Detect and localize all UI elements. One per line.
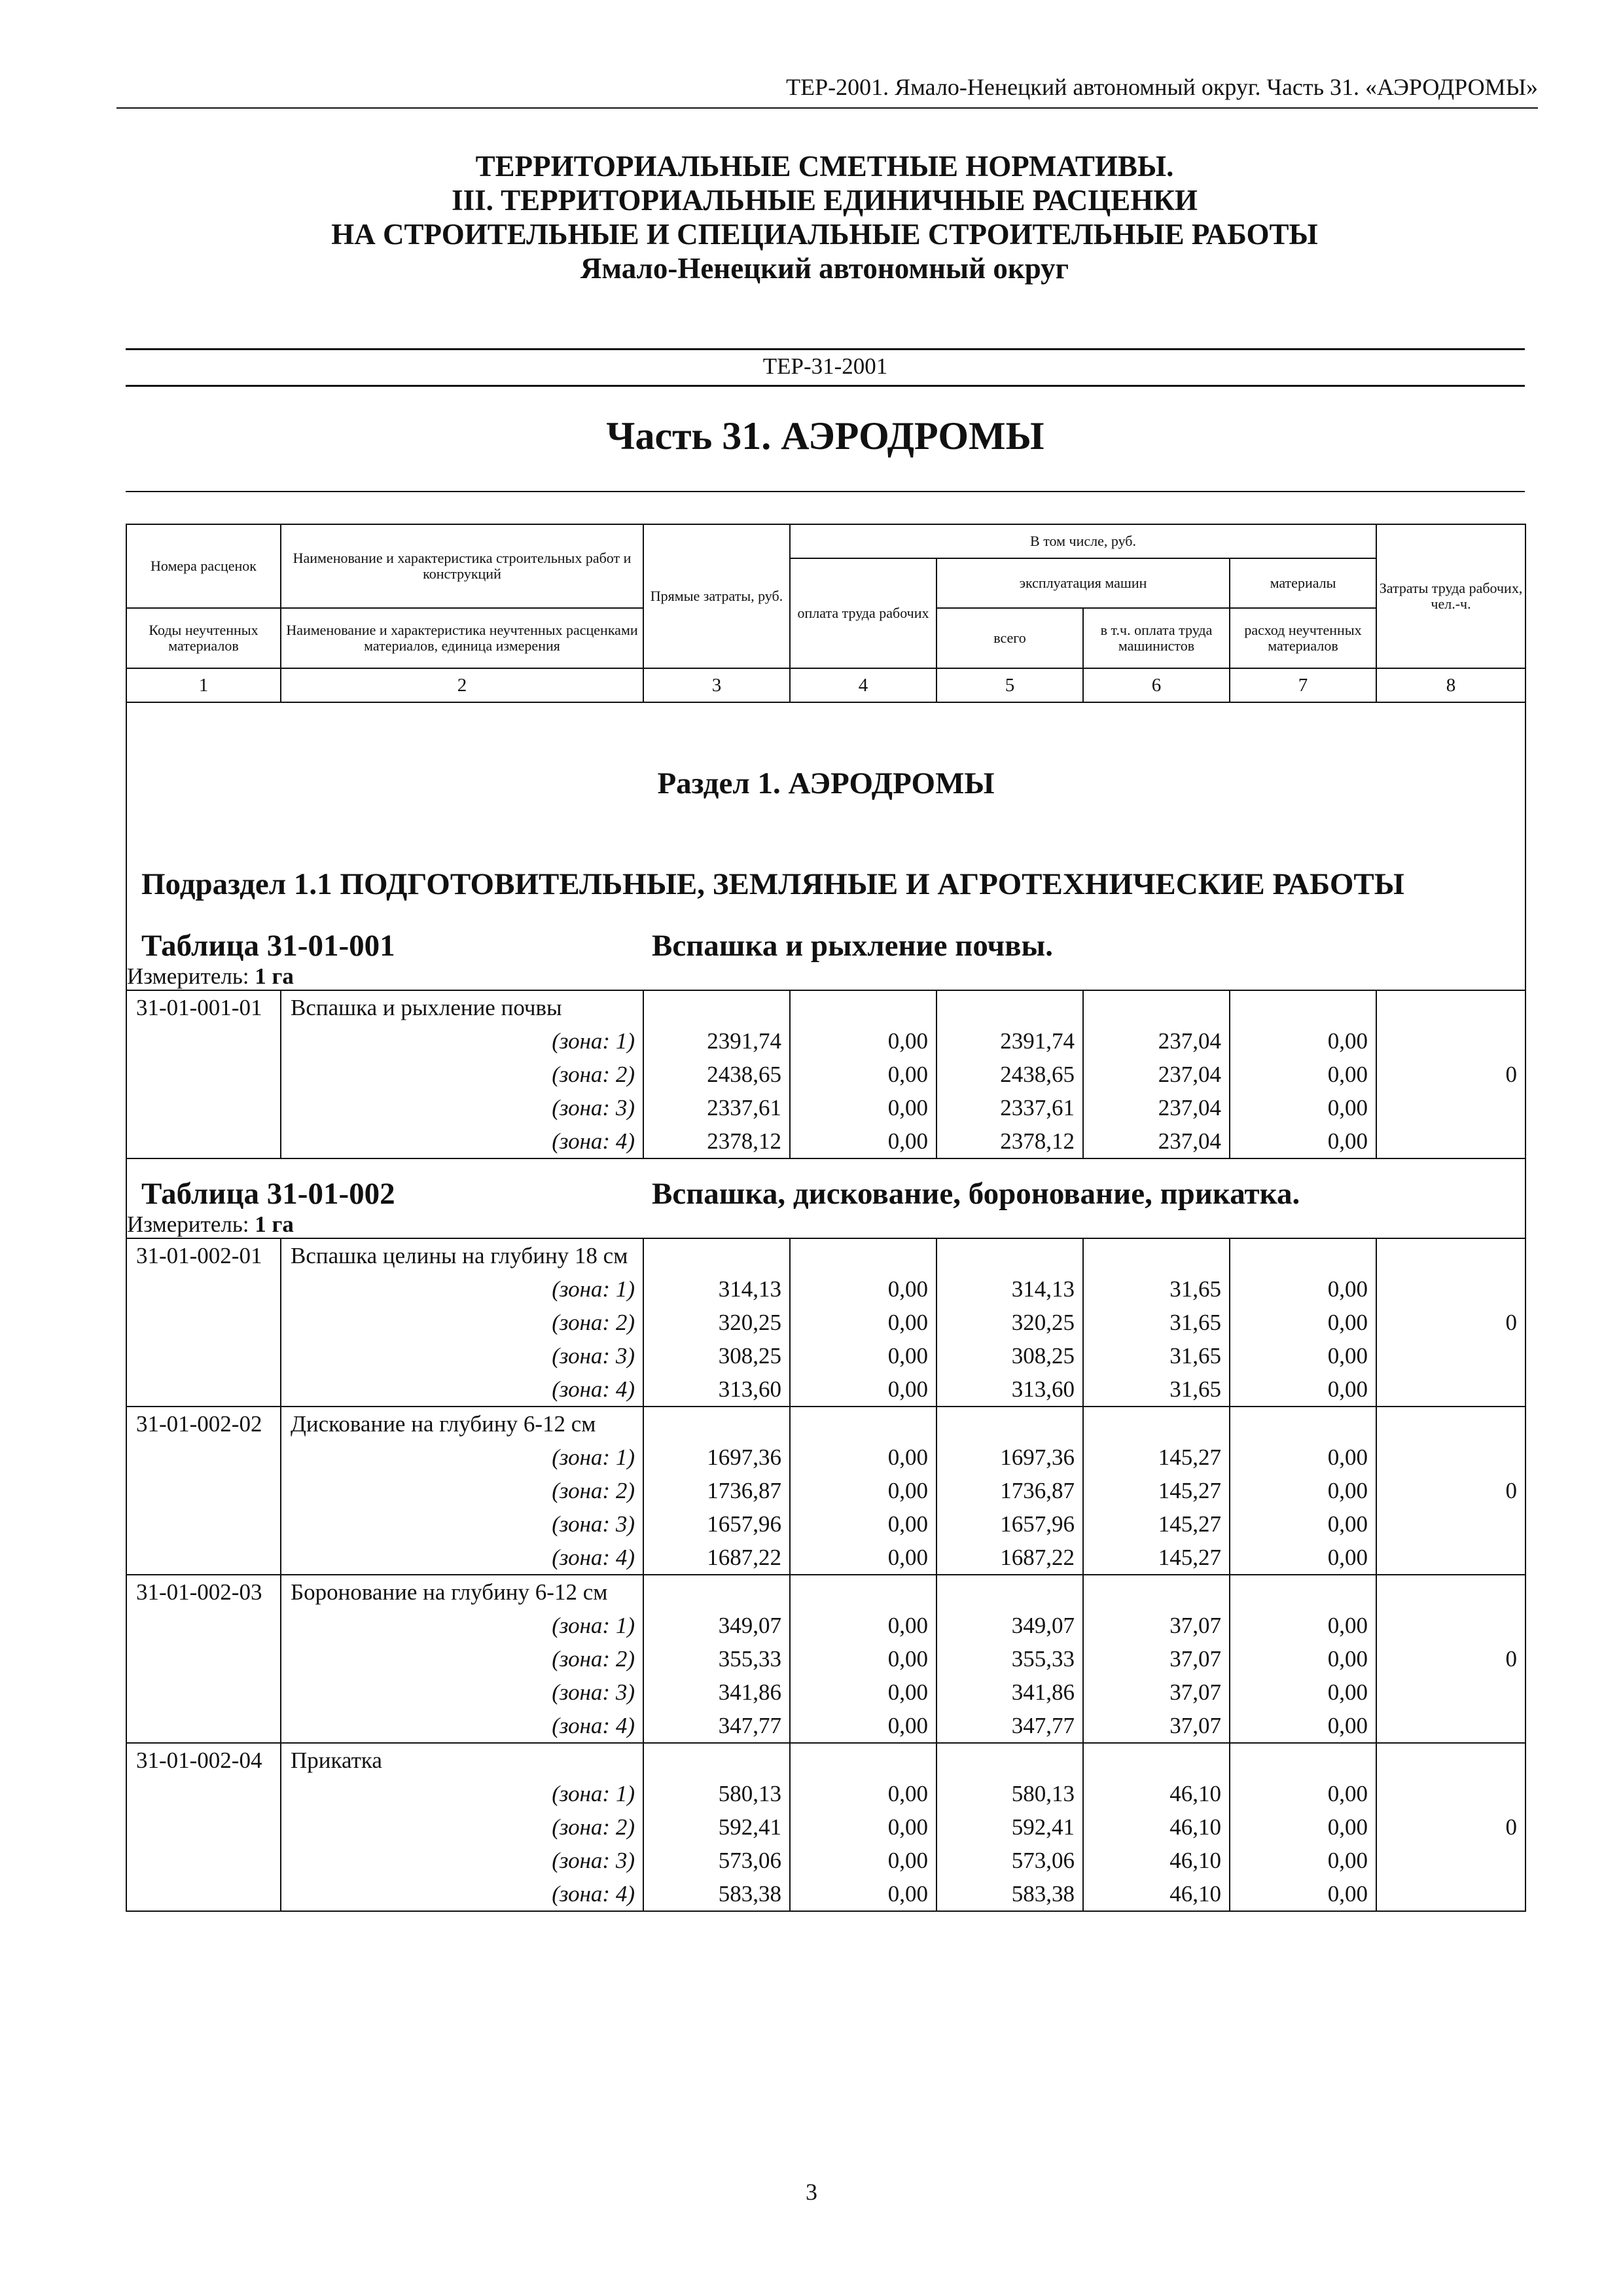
column-number: 5 [936, 668, 1083, 702]
rate-code: 31-01-002-02 [126, 1407, 281, 1575]
zone-row [126, 1124, 1525, 1158]
heading-line-1: ТЕРРИТОРИАЛЬНЫЕ СМЕТНЫЕ НОРМАТИВЫ. [475, 150, 1174, 183]
wages-value: 0,00 [790, 1844, 936, 1877]
wages-value: 0,00 [790, 1642, 936, 1676]
machines-total-value: 2378,12 [936, 1124, 1083, 1158]
direct-costs-value: 2438,65 [643, 1058, 790, 1091]
materials-value: 0,00 [1230, 1339, 1376, 1372]
column-number: 6 [1083, 668, 1230, 702]
rate-code: 31-01-002-03 [126, 1575, 281, 1743]
machinist-wages-value: 31,65 [1083, 1272, 1230, 1306]
direct-costs-value: 308,25 [643, 1339, 790, 1372]
machines-total-value: 355,33 [936, 1642, 1083, 1676]
machinist-wages-value: 237,04 [1083, 1091, 1230, 1124]
direct-costs-value: 1736,87 [643, 1474, 790, 1507]
divider [126, 348, 1525, 350]
machinist-wages-value: 46,10 [1083, 1777, 1230, 1810]
table-code: Таблица 31-01-001 [141, 929, 395, 963]
header-material-names: Наименование и характеристика неучтенных расценками материалов, единица измерения [281, 608, 643, 668]
wages-value: 0,00 [790, 1091, 936, 1124]
running-header: ТЕР-2001. Ямало-Ненецкий автономный округ. Часть 31. «АЭРОДРОМЫ» [116, 73, 1538, 109]
direct-costs-value: 1687,22 [643, 1541, 790, 1575]
heading-line-2: III. ТЕРРИТОРИАЛЬНЫЕ ЕДИНИЧНЫЕ РАСЦЕНКИ [452, 184, 1198, 217]
materials-value: 0,00 [1230, 1507, 1376, 1541]
zone-label: (зона: 3) [281, 1339, 643, 1372]
wages-value: 0,00 [790, 1877, 936, 1911]
materials-value: 0,00 [1230, 1474, 1376, 1507]
zone-label: (зона: 2) [281, 1306, 643, 1339]
materials-value: 0,00 [1230, 1124, 1376, 1158]
divider [126, 385, 1525, 387]
machines-total-value: 592,41 [936, 1810, 1083, 1844]
materials-value: 0,00 [1230, 1609, 1376, 1642]
machines-total-value: 2438,65 [936, 1058, 1083, 1091]
machinist-wages-value: 31,65 [1083, 1339, 1230, 1372]
empty-cell [1230, 1407, 1376, 1441]
wages-value: 0,00 [790, 1474, 936, 1507]
machines-total-value: 573,06 [936, 1844, 1083, 1877]
rates-table [126, 524, 1526, 1912]
wages-value: 0,00 [790, 1372, 936, 1407]
labor-cost: 0 [1376, 1407, 1525, 1575]
wages-value: 0,00 [790, 1507, 936, 1541]
header-including: В том числе, руб. [790, 524, 1376, 558]
direct-costs-value: 2391,74 [643, 1024, 790, 1058]
zone-row [126, 1642, 1525, 1676]
materials-value: 0,00 [1230, 1372, 1376, 1407]
direct-costs-value: 583,38 [643, 1877, 790, 1911]
machinist-wages-value: 145,27 [1083, 1441, 1230, 1474]
section-title: Раздел 1. АЭРОДРОМЫ [126, 702, 1525, 867]
zone-row [126, 1609, 1525, 1642]
table-title: Вспашка, дискование, боронование, прикатка. [652, 1177, 1300, 1211]
empty-cell [790, 1238, 936, 1272]
empty-cell [790, 1743, 936, 1777]
machines-total-value: 2337,61 [936, 1091, 1083, 1124]
unit-of-measure [126, 963, 1525, 990]
zone-label: (зона: 4) [281, 1877, 643, 1911]
materials-value: 0,00 [1230, 1810, 1376, 1844]
zone-label: (зона: 2) [281, 1474, 643, 1507]
empty-cell [936, 1575, 1083, 1609]
zone-label: (зона: 3) [281, 1844, 643, 1877]
zone-row [126, 1024, 1525, 1058]
direct-costs-value: 580,13 [643, 1777, 790, 1810]
empty-cell [1230, 1743, 1376, 1777]
materials-value: 0,00 [1230, 1272, 1376, 1306]
machinist-wages-value: 31,65 [1083, 1306, 1230, 1339]
empty-cell [936, 1238, 1083, 1272]
zone-label: (зона: 3) [281, 1676, 643, 1709]
zone-row [126, 1091, 1525, 1124]
zone-label: (зона: 1) [281, 1024, 643, 1058]
zone-row [126, 1306, 1525, 1339]
table-title: Вспашка и рыхление почвы. [652, 929, 1053, 963]
materials-value: 0,00 [1230, 1541, 1376, 1575]
zone-label: (зона: 1) [281, 1272, 643, 1306]
machinist-wages-value: 46,10 [1083, 1877, 1230, 1911]
page-number: 3 [806, 2179, 817, 2205]
machinist-wages-value: 237,04 [1083, 1024, 1230, 1058]
header-materials: материалы [1230, 558, 1376, 608]
header-material-consumption: расход неучтенных материалов [1230, 608, 1376, 668]
direct-costs-value: 313,60 [643, 1372, 790, 1407]
rate-row [126, 1407, 1525, 1441]
machines-total-value: 313,60 [936, 1372, 1083, 1407]
zone-row [126, 1541, 1525, 1575]
empty-cell [1083, 1407, 1230, 1441]
empty-cell [936, 1743, 1083, 1777]
header-rate-numbers: Номера расценок [126, 524, 281, 608]
zone-row [126, 1709, 1525, 1743]
direct-costs-value: 347,77 [643, 1709, 790, 1743]
labor-cost: 0 [1376, 1238, 1525, 1407]
heading-line-4: Ямало-Ненецкий автономный округ [580, 252, 1069, 285]
zone-label: (зона: 4) [281, 1541, 643, 1575]
machinist-wages-value: 37,07 [1083, 1609, 1230, 1642]
unit-label: Измеритель: [127, 963, 249, 989]
materials-value: 0,00 [1230, 1091, 1376, 1124]
header-material-codes: Коды неучтенных материалов [126, 608, 281, 668]
zone-label: (зона: 4) [281, 1709, 643, 1743]
rate-code: 31-01-002-04 [126, 1743, 281, 1911]
machines-total-value: 314,13 [936, 1272, 1083, 1306]
empty-cell [1230, 990, 1376, 1024]
zone-label: (зона: 4) [281, 1124, 643, 1158]
empty-cell [643, 990, 790, 1024]
part-title: Часть 31. АЭРОДРОМЫ [606, 414, 1044, 457]
machinist-wages-value: 37,07 [1083, 1709, 1230, 1743]
machinist-wages-value: 145,27 [1083, 1507, 1230, 1541]
materials-value: 0,00 [1230, 1642, 1376, 1676]
empty-cell [1230, 1575, 1376, 1609]
wages-value: 0,00 [790, 1441, 936, 1474]
zone-label: (зона: 4) [281, 1372, 643, 1407]
zone-label: (зона: 1) [281, 1441, 643, 1474]
header-direct-costs: Прямые затраты, руб. [643, 524, 790, 668]
direct-costs-value: 341,86 [643, 1676, 790, 1709]
rate-name: Прикатка [281, 1743, 643, 1777]
machinist-wages-value: 37,07 [1083, 1642, 1230, 1676]
wages-value: 0,00 [790, 1124, 936, 1158]
header-work-name: Наименование и характеристика строительных работ и конструкций [281, 524, 643, 608]
zone-label: (зона: 2) [281, 1058, 643, 1091]
materials-value: 0,00 [1230, 1024, 1376, 1058]
zone-row [126, 1810, 1525, 1844]
materials-value: 0,00 [1230, 1709, 1376, 1743]
rate-name: Вспашка и рыхление почвы [281, 990, 643, 1024]
subsection-title: Подраздел 1.1 ПОДГОТОВИТЕЛЬНЫЕ, ЗЕМЛЯНЫЕ И АГРОТЕХНИЧЕСКИЕ РАБОТЫ [126, 867, 1525, 928]
direct-costs-value: 320,25 [643, 1306, 790, 1339]
labor-cost: 0 [1376, 1743, 1525, 1911]
table-code: Таблица 31-01-002 [141, 1177, 395, 1211]
empty-cell [643, 1238, 790, 1272]
column-number: 4 [790, 668, 936, 702]
machines-total-value: 2391,74 [936, 1024, 1083, 1058]
wages-value: 0,00 [790, 1676, 936, 1709]
unit-value: 1 га [255, 963, 294, 989]
rate-row [126, 1575, 1525, 1609]
zone-label: (зона: 1) [281, 1609, 643, 1642]
labor-cost: 0 [1376, 990, 1525, 1158]
direct-costs-value: 1657,96 [643, 1507, 790, 1541]
direct-costs-value: 2337,61 [643, 1091, 790, 1124]
empty-cell [790, 990, 936, 1024]
materials-value: 0,00 [1230, 1306, 1376, 1339]
zone-row [126, 1441, 1525, 1474]
zone-row [126, 1507, 1525, 1541]
wages-value: 0,00 [790, 1272, 936, 1306]
machinist-wages-value: 46,10 [1083, 1810, 1230, 1844]
empty-cell [1083, 1575, 1230, 1609]
wages-value: 0,00 [790, 1339, 936, 1372]
direct-costs-value: 2378,12 [643, 1124, 790, 1158]
machinist-wages-value: 145,27 [1083, 1541, 1230, 1575]
header-wages: оплата труда рабочих [790, 558, 936, 668]
zone-row [126, 1474, 1525, 1507]
column-number: 7 [1230, 668, 1376, 702]
zone-row [126, 1777, 1525, 1810]
rate-row [126, 1743, 1525, 1777]
labor-cost: 0 [1376, 1575, 1525, 1743]
zone-row [126, 1339, 1525, 1372]
unit-label: Измеритель: [127, 1211, 249, 1237]
materials-value: 0,00 [1230, 1844, 1376, 1877]
machines-total-value: 308,25 [936, 1339, 1083, 1372]
zone-row [126, 1676, 1525, 1709]
machines-total-value: 1657,96 [936, 1507, 1083, 1541]
wages-value: 0,00 [790, 1777, 936, 1810]
wages-value: 0,00 [790, 1609, 936, 1642]
machines-total-value: 1697,36 [936, 1441, 1083, 1474]
machinist-wages-value: 237,04 [1083, 1124, 1230, 1158]
wages-value: 0,00 [790, 1058, 936, 1091]
rate-name: Боронование на глубину 6-12 см [281, 1575, 643, 1609]
zone-label: (зона: 2) [281, 1810, 643, 1844]
machines-total-value: 1736,87 [936, 1474, 1083, 1507]
divider [126, 491, 1525, 492]
heading-line-3: НА СТРОИТЕЛЬНЫЕ И СПЕЦИАЛЬНЫЕ СТРОИТЕЛЬНЫЕ РАБОТЫ [331, 218, 1318, 251]
materials-value: 0,00 [1230, 1777, 1376, 1810]
header-labor-costs: Затраты труда рабочих, чел.-ч. [1376, 524, 1525, 668]
empty-cell [936, 1407, 1083, 1441]
wages-value: 0,00 [790, 1024, 936, 1058]
empty-cell [1083, 1238, 1230, 1272]
empty-cell [643, 1743, 790, 1777]
direct-costs-value: 592,41 [643, 1810, 790, 1844]
zone-label: (зона: 3) [281, 1091, 643, 1124]
unit-value: 1 га [255, 1211, 294, 1237]
materials-value: 0,00 [1230, 1058, 1376, 1091]
column-number: 1 [126, 668, 281, 702]
empty-cell [1083, 1743, 1230, 1777]
empty-cell [1230, 1238, 1376, 1272]
zone-label: (зона: 3) [281, 1507, 643, 1541]
empty-cell [1083, 990, 1230, 1024]
machines-total-value: 1687,22 [936, 1541, 1083, 1575]
zone-row [126, 1372, 1525, 1407]
materials-value: 0,00 [1230, 1676, 1376, 1709]
machines-total-value: 583,38 [936, 1877, 1083, 1911]
machinist-wages-value: 145,27 [1083, 1474, 1230, 1507]
empty-cell [790, 1575, 936, 1609]
zone-row [126, 1272, 1525, 1306]
rate-code: 31-01-002-01 [126, 1238, 281, 1407]
header-machines-total: всего [936, 608, 1083, 668]
direct-costs-value: 1697,36 [643, 1441, 790, 1474]
wages-value: 0,00 [790, 1709, 936, 1743]
zone-row [126, 1058, 1525, 1091]
unit-of-measure [126, 1211, 1525, 1238]
empty-cell [936, 990, 1083, 1024]
direct-costs-value: 349,07 [643, 1609, 790, 1642]
materials-value: 0,00 [1230, 1441, 1376, 1474]
machinist-wages-value: 31,65 [1083, 1372, 1230, 1407]
zone-label: (зона: 2) [281, 1642, 643, 1676]
wages-value: 0,00 [790, 1810, 936, 1844]
zone-row [126, 1877, 1525, 1911]
empty-cell [643, 1575, 790, 1609]
machines-total-value: 320,25 [936, 1306, 1083, 1339]
zone-label: (зона: 1) [281, 1777, 643, 1810]
machines-total-value: 349,07 [936, 1609, 1083, 1642]
zone-row [126, 1844, 1525, 1877]
header-machinist-wages: в т.ч. оплата труда машинистов [1083, 608, 1230, 668]
direct-costs-value: 314,13 [643, 1272, 790, 1306]
wages-value: 0,00 [790, 1541, 936, 1575]
machinist-wages-value: 46,10 [1083, 1844, 1230, 1877]
column-number: 2 [281, 668, 643, 702]
materials-value: 0,00 [1230, 1877, 1376, 1911]
empty-cell [643, 1407, 790, 1441]
direct-costs-value: 573,06 [643, 1844, 790, 1877]
machinist-wages-value: 37,07 [1083, 1676, 1230, 1709]
rate-row [126, 1238, 1525, 1272]
rate-row [126, 990, 1525, 1024]
header-machines: эксплуатация машин [936, 558, 1230, 608]
machines-total-value: 347,77 [936, 1709, 1083, 1743]
wages-value: 0,00 [790, 1306, 936, 1339]
rate-code: 31-01-001-01 [126, 990, 281, 1158]
rate-name: Дискование на глубину 6-12 см [281, 1407, 643, 1441]
machinist-wages-value: 237,04 [1083, 1058, 1230, 1091]
column-number: 8 [1376, 668, 1525, 702]
rate-name: Вспашка целины на глубину 18 см [281, 1238, 643, 1272]
machines-total-value: 341,86 [936, 1676, 1083, 1709]
doc-code: ТЕР-31-2001 [762, 353, 888, 379]
table-heading [126, 1158, 1525, 1211]
document-heading [124, 149, 1525, 285]
machines-total-value: 580,13 [936, 1777, 1083, 1810]
direct-costs-value: 355,33 [643, 1642, 790, 1676]
column-number: 3 [643, 668, 790, 702]
table-heading [126, 928, 1525, 963]
empty-cell [790, 1407, 936, 1441]
